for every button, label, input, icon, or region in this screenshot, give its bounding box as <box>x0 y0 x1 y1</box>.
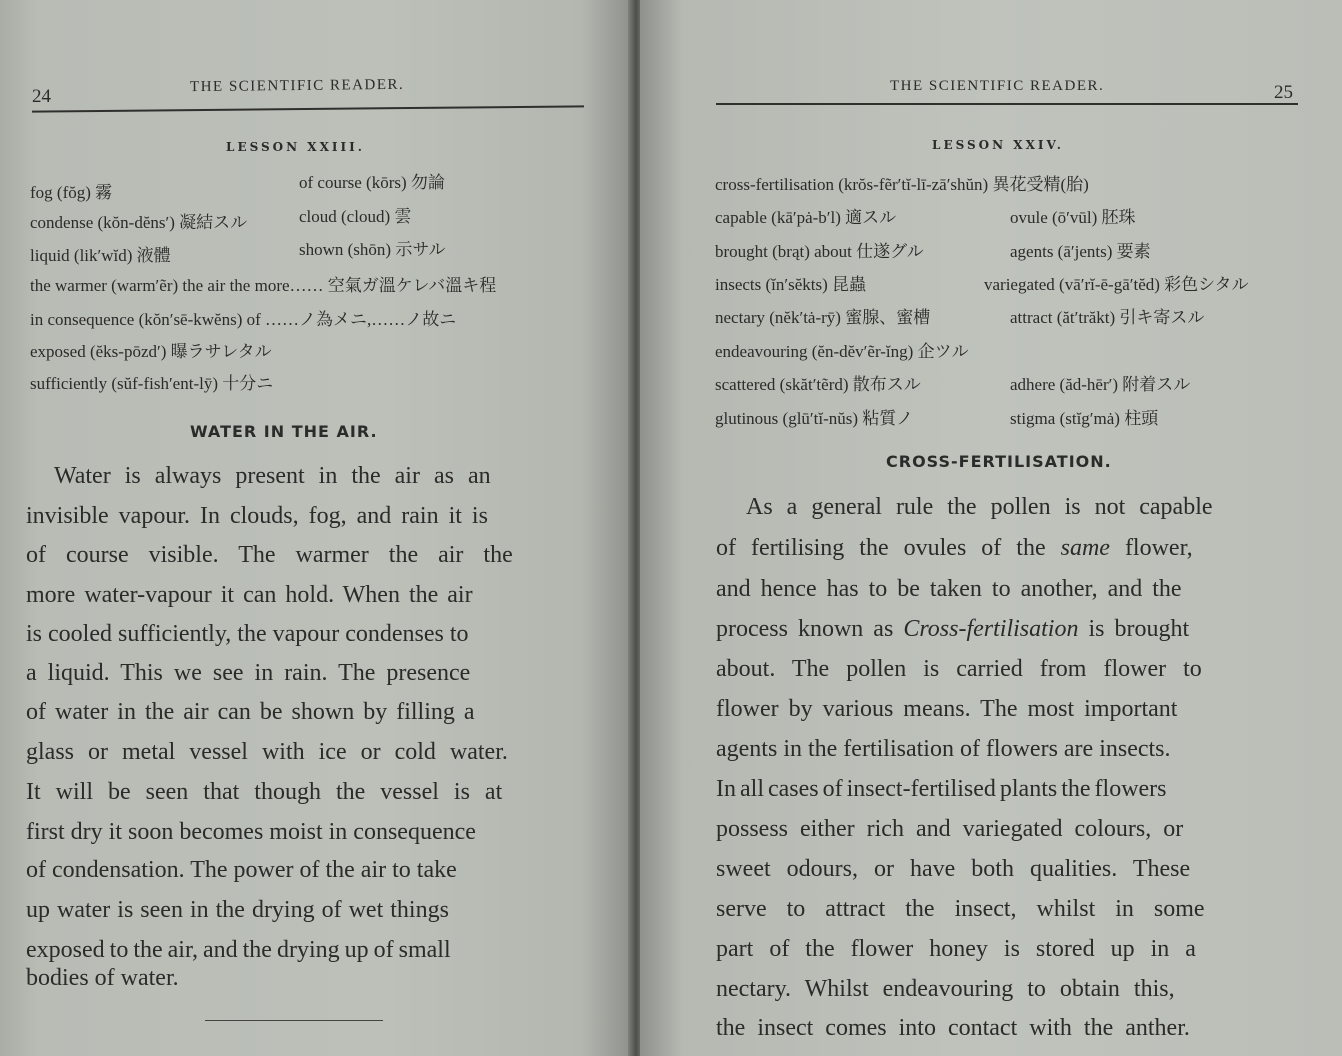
vocab-item: agents (ā′jents) 要素 <box>1010 242 1151 261</box>
right-header-rule <box>716 103 1298 105</box>
body-line: part of the flower honey is stored up in a <box>716 936 1196 962</box>
body-line: of condensation. The power of the air to take <box>26 857 457 883</box>
emphasis-text: same <box>1060 535 1110 561</box>
right-page <box>640 0 1342 1056</box>
body-line: bodies of water. <box>26 965 179 991</box>
body-line: a liquid. This we see in rain. The presence <box>26 660 471 686</box>
body-line: first dry it soon becomes moist in consequence <box>26 819 476 845</box>
left-page <box>0 0 632 1056</box>
vocab-item: cross-fertilisation (krŏs-fẽr′tĭ-lī-zā′shŭn) 異花受精(胎) <box>715 175 1089 194</box>
vocab-item: attract (ăt′trăkt) 引キ寄スル <box>1010 308 1205 327</box>
body-line: glass or metal vessel with ice or cold water. <box>26 739 508 765</box>
vocab-item: glutinous (glū′tĭ-nŭs) 粘質ノ <box>715 409 914 428</box>
body-line: sweet odours, or have both qualities. These <box>716 856 1191 882</box>
vocab-item: endeavouring (ĕn-dĕv′ẽr-ĭng) 企ツル <box>715 342 969 361</box>
body-line: serve to attract the insect, whilst in some <box>716 896 1205 922</box>
body-line: possess either rich and variegated colours, or <box>716 816 1184 842</box>
body-line: exposed to the air, and the drying up of small <box>26 937 451 963</box>
left-page-number: 24 <box>32 86 51 107</box>
vocab-item: nectary (nĕk′tȧ-rȳ) 蜜腺、蜜槽 <box>715 308 931 327</box>
right-page-number: 25 <box>1274 82 1293 103</box>
vocab-item: sufficiently (sŭf-fish′ent-lȳ) 十分ニ <box>30 374 274 393</box>
body-line: In all cases of insect-fertilised plants the flowers <box>716 776 1167 802</box>
vocab-item: shown (shōn) 示サル <box>299 240 446 259</box>
vocab-item: stigma (stĭg′mȧ) 柱頭 <box>1010 409 1159 428</box>
body-line: As a general rule the pollen is not capable <box>746 494 1213 520</box>
left-lesson-title: LESSON XXIII. <box>226 140 365 154</box>
body-line: the insect comes into contact with the anther. <box>716 1015 1190 1041</box>
vocab-item: adhere (ăd-hēr′) 附着スル <box>1010 375 1191 394</box>
body-line: of course visible. The warmer the air the <box>26 542 513 568</box>
end-rule <box>205 1020 383 1021</box>
vocab-item: capable (kā′pȧ-b′l) 適スル <box>715 208 897 227</box>
body-line: invisible vapour. In clouds, fog, and rain it is <box>26 503 488 529</box>
right-lesson-title: LESSON XXIV. <box>932 138 1064 152</box>
body-line: Water is always present in the air as an <box>54 463 491 489</box>
vocab-item: the warmer (warm′ẽr) the air the more…… 空氣ガ溫ケレバ溫キ程 <box>30 276 497 295</box>
body-line: about. The pollen is carried from flower to <box>716 656 1202 682</box>
right-section-heading: CROSS-FERTILISATION. <box>886 452 1112 471</box>
body-line: more water-vapour it can hold. When the air <box>26 582 473 608</box>
body-line: nectary. Whilst endeavouring to obtain this, <box>716 976 1175 1002</box>
vocab-item: cloud (cloud) 雲 <box>299 207 412 226</box>
vocab-item: condense (kŏn-dĕns′) 凝結スル <box>30 213 248 232</box>
vocab-item: scattered (skăt′tẽrd) 散布スル <box>715 375 921 394</box>
vocab-item: liquid (lik′wĭd) 液體 <box>30 246 171 265</box>
vocab-item: of course (kōrs) 勿論 <box>299 173 445 192</box>
vocab-item: in consequence (kŏn′sē-kwĕns) of ……ノ為メニ,……ノ故ニ <box>30 310 457 329</box>
left-running-head: THE SCIENTIFIC READER. <box>189 76 405 96</box>
vocab-item: exposed (ĕks-pōzd′) 曝ラサレタル <box>30 342 272 361</box>
vocab-item: ovule (ō′vūl) 胚珠 <box>1010 208 1136 227</box>
vocab-item: fog (fŏg) 霧 <box>30 183 113 202</box>
body-line: of fertilising the ovules of the same flower, <box>716 535 1193 561</box>
body-line: process known as Cross-fertilisation is brought <box>716 616 1190 642</box>
emphasis-text: Cross-fertilisation <box>903 616 1079 642</box>
vocab-item: variegated (vā′rĭ-ē-gā′tĕd) 彩色シタル <box>984 275 1249 294</box>
body-line: and hence has to be taken to another, and the <box>716 576 1182 602</box>
right-running-head: THE SCIENTIFIC READER. <box>890 78 1105 94</box>
body-line: is cooled sufficiently, the vapour condenses to <box>26 621 469 647</box>
body-line: agents in the fertilisation of flowers are insects. <box>716 736 1171 762</box>
vocab-item: brought (brąt) about 仕遂グル <box>715 242 924 261</box>
body-line: up water is seen in the drying of wet things <box>26 897 449 923</box>
body-line: flower by various means. The most important <box>716 696 1178 722</box>
body-line: of water in the air can be shown by filling a <box>26 699 475 725</box>
left-section-heading: WATER IN THE AIR. <box>190 422 378 441</box>
left-header-rule <box>32 105 584 112</box>
body-line: It will be seen that though the vessel is at <box>26 779 503 805</box>
vocab-item: insects (ĭn′sĕkts) 昆蟲 <box>715 275 867 294</box>
